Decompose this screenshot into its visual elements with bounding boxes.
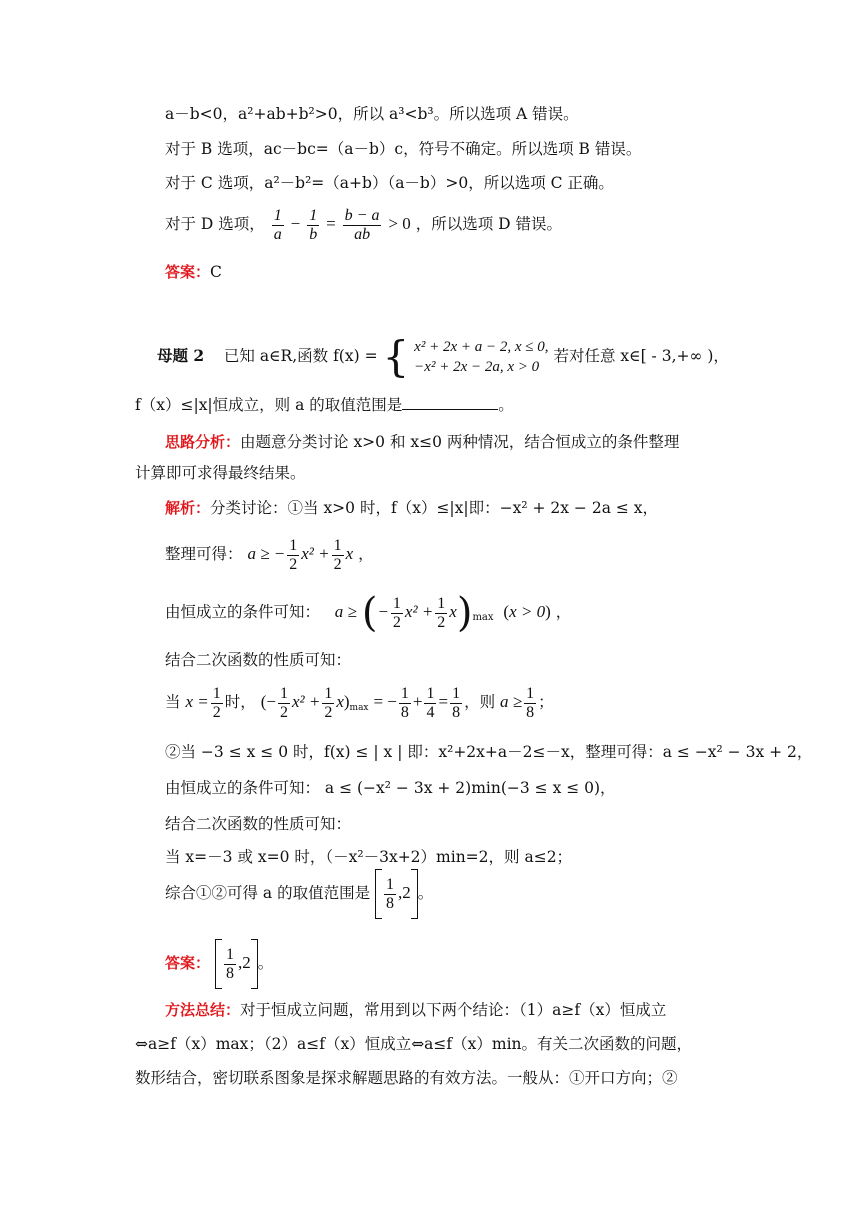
fraction-one-half: $\frac{1}{2}$ — [289, 536, 298, 573]
text-fragment: 由题意分类讨论 x>0 和 x≤0 两种情况，结合恒成立的条件整理 — [240, 433, 680, 451]
solution-label: 解析： — [165, 499, 211, 517]
summary-line-3: 数形结合，密切联系图象是探求解题思路的有效方法。一般从：①开口方向；② — [135, 1069, 678, 1087]
answer-label: 答案： — [165, 263, 211, 281]
solution-line-3: 由恒成立的条件可知： a ≥ (− $\frac{1}{2}$ x² + $\frac{1}{2}$ $x)_{max}$ (x > 0) ， — [165, 590, 572, 636]
analysis-line-1 — [165, 432, 679, 452]
text-fragment: 由恒成立的条件可知： — [165, 603, 321, 621]
text-fragment: 对于恒成立问题，常用到以下两个结论：（1）a≥f（x）恒成立 — [240, 1001, 667, 1019]
case-2: −x² + 2x − 2a, x > 0 — [414, 359, 540, 375]
fraction-one-eighth: $\frac{1}{8}$ — [386, 875, 395, 912]
option-d-line: 对于 D 选项， $\frac{1}{a}$ − $\frac{1}{b}$ = $\frac{b - a}{ab}$ > 0 ，所以选项 D 错误。 — [165, 206, 562, 243]
fraction-one-half: $\frac{1}{2}$ — [212, 684, 221, 721]
left-bracket — [375, 869, 382, 919]
fraction-one-eighth: $\frac{1}{8}$ — [452, 684, 461, 721]
problem-2-line-2 — [135, 395, 514, 415]
text-fragment: ，则 — [464, 693, 496, 711]
answer-2: 答案： $\frac{1}{8}$ ,2 。 — [165, 936, 273, 990]
answer-label: 答案： — [165, 954, 211, 972]
text-line: a－b<0，a²+ab+b²>0，所以 a³<b³。所以选项 A 错误。 — [165, 105, 579, 123]
problem-label: 母题 2 — [157, 346, 205, 365]
fraction-one-half: $\frac{1}{2}$ — [392, 594, 401, 631]
summary-label: 方法总结： — [165, 1001, 241, 1019]
answer-1 — [165, 262, 222, 282]
left-bracket — [215, 939, 222, 989]
text-fragment: 。 — [257, 954, 274, 972]
solution-line-5: 当 x = $\frac{1}{2}$ 时， (− $\frac{1}{2}$ x² + $\frac{1}{2}$ $x)_{max}$ = − $\frac{1}{8}$ + $\frac{1}{4}$ = $\frac{1}{8}$ ，则 a ≥ $\frac{1}{8}$ ； — [165, 684, 554, 721]
text-fragment: 若对任意 x∈[ - 3,+∞ )， — [553, 347, 729, 365]
fraction-one-eighth: $\frac{1}{8}$ — [225, 945, 234, 982]
solution-line-9: 当 x=－3 或 x=0 时，（－x²－3x+2）min=2，则 a≤2； — [165, 848, 573, 866]
text-fragment: 整理可得： — [165, 545, 243, 563]
text-fragment: 。 — [498, 396, 514, 414]
solution-line-7: 由恒成立的条件可知： a ≤ (−x² − 3x + 2)min(−3 ≤ x ≤ 0)， — [165, 779, 616, 797]
answer-value: C — [210, 263, 222, 281]
text-fragment: f（x）≤|x|恒成立，则 a 的取值范围是 — [135, 396, 403, 414]
fraction-1-over-b: $\frac{1}{b}$ — [309, 206, 318, 243]
analysis-label: 思路分析： — [165, 433, 241, 451]
fraction-one-half: $\frac{1}{2}$ — [333, 536, 342, 573]
fraction-b-minus-a-over-ab: $\frac{b - a}{ab}$ — [344, 206, 380, 243]
analysis-line-2: 计算即可求得最终结果。 — [135, 464, 306, 482]
case-1: x² + 2x + a − 2, x ≤ 0, — [414, 339, 549, 355]
problem-2-statement: 母题 2 已知 a∈R,函数 f(x) = { x² + 2x + a − 2, x ≤ 0, −x² + 2x − 2a, x > 0 若对任意 x∈[ - 3,+∞ )， — [157, 332, 729, 381]
fraction-one-half: $\frac{1}{2}$ — [279, 684, 288, 721]
answer-blank — [402, 395, 498, 410]
fraction-one-eighth: $\frac{1}{8}$ — [526, 684, 535, 721]
solution-line-4: 结合二次函数的性质可知： — [165, 651, 352, 669]
solution-line-2: 整理可得： a ≥ − $\frac{1}{2}$ x² + $\frac{1}{2}$ x ， — [165, 536, 374, 573]
text-fragment: 分类讨论：①当 x>0 时，f（x）≤|x|即：−x² + 2x − 2a ≤ x， — [210, 499, 659, 517]
text-fragment: 。 — [417, 884, 434, 902]
solution-line-1 — [165, 498, 658, 518]
right-bracket — [411, 869, 418, 919]
right-bracket — [251, 939, 258, 989]
text-line: 对于 B 选项，ac－bc=（a－b）c，符号不确定。所以选项 B 错误。 — [165, 140, 642, 158]
text-fragment: 已知 a∈R,函数 f(x) = — [223, 347, 378, 365]
fraction-1-over-a: $\frac{1}{a}$ — [273, 206, 282, 243]
text-fragment: 综合①②可得 a 的取值范围是 — [165, 884, 371, 902]
text-fragment: 当 — [165, 693, 181, 711]
fraction-one-half: $\frac{1}{2}$ — [437, 594, 446, 631]
text-fragment: 对于 D 选项， — [165, 215, 265, 233]
fraction-one-quarter: $\frac{1}{4}$ — [426, 684, 435, 721]
piecewise-cases — [414, 337, 548, 377]
fraction-one-half: $\frac{1}{2}$ — [324, 684, 333, 721]
text-line: 对于 C 选项，a²－b²=（a+b）（a－b）>0，所以选项 C 正确。 — [165, 174, 614, 192]
text-fragment: ，所以选项 D 错误。 — [415, 215, 562, 233]
fraction-one-eighth: $\frac{1}{8}$ — [400, 684, 409, 721]
solution-line-10: 综合①②可得 a 的取值范围是 $\frac{1}{8}$ ,2 。 — [165, 866, 433, 920]
text-fragment: 时， — [224, 693, 256, 711]
summary-line-1 — [165, 1000, 666, 1020]
solution-line-8: 结合二次函数的性质可知： — [165, 815, 352, 833]
solution-line-6: ②当 −3 ≤ x ≤ 0 时，f(x) ≤ | x | 即：x²+2x+a－2≤－x，整理可得：a ≤ −x² − 3x + 2， — [165, 743, 813, 761]
summary-line-2: ⇔a≥f（x）max；（2）a≤f（x）恒成立⇔a≤f（x）min。有关二次函数的问题， — [135, 1035, 693, 1053]
